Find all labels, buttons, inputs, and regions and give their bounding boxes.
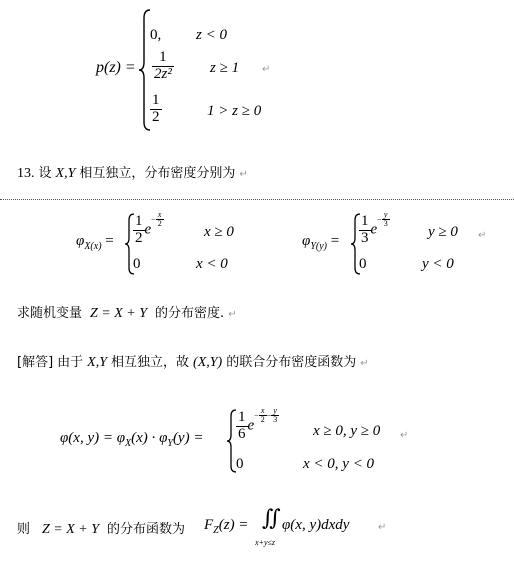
problem-vars: X,Y xyxy=(55,166,76,181)
cdf-expr: Z = X + Y xyxy=(42,522,100,537)
dotted-divider xyxy=(0,199,514,200)
problem-13-line xyxy=(17,162,248,182)
problem-number: 13. xyxy=(17,166,35,181)
answer-post: 的联合分布密度函数为 xyxy=(226,355,357,370)
p-case1-condition: z < 0 xyxy=(196,27,227,43)
cdf-line xyxy=(17,518,185,538)
answer-tag: [解答] xyxy=(17,355,54,370)
phi-y-case1-condition: y ≥ 0 xyxy=(428,224,458,240)
phi-y-case2-value: 0 xyxy=(359,256,367,272)
task-pre: 求随机变量 xyxy=(17,306,83,321)
problem-text-pre: 设 xyxy=(38,166,52,181)
task-expr: Z = X + Y xyxy=(90,306,148,321)
return-mark-icon: ↵ xyxy=(239,169,248,180)
double-integral-icon: ∬ xyxy=(262,505,281,530)
return-mark-icon: ↵ xyxy=(360,358,369,369)
phi-y-case1-expr: $\frac{1}{3}$ $e^{- \frac{y}{3}}$ xyxy=(361,209,388,246)
return-mark-icon: ↵ xyxy=(228,309,237,320)
answer-vars: X,Y xyxy=(87,355,108,370)
p-case3-fraction: $\frac{1}{2}$ xyxy=(152,92,160,125)
cdf-pre: 则 xyxy=(17,522,31,537)
phi-x-case1-expr: $\frac{1}{2}$ $e^{- \frac{x}{2}}$ xyxy=(135,209,162,246)
cdf-integrand: φ(x, y)dxdy xyxy=(282,517,350,533)
phi-x-case2-value: 0 xyxy=(133,256,141,272)
phi-x-case1-condition: x ≥ 0 xyxy=(204,224,234,240)
joint-case2-value: 0 xyxy=(236,456,244,472)
p-case2-condition: z ≥ 1 xyxy=(210,60,240,76)
answer-line xyxy=(17,351,369,371)
p-density-lhs: p(z) = xyxy=(96,59,136,76)
integral-region: x+y≤z xyxy=(255,538,276,547)
answer-mid: 相互独立，故 xyxy=(111,355,190,370)
return-mark-icon: ↵ xyxy=(478,230,487,241)
problem-text-post: 相互独立，分布密度分别为 xyxy=(79,166,236,181)
phi-x-lhs: $\varphi_{X(x)}$ = xyxy=(76,233,114,252)
return-mark-icon: ↵ xyxy=(378,522,387,533)
joint-case1-expr: $\frac{1}{6}$ $e^{- \frac{x}{2} - \frac{y}{3}}$ xyxy=(238,405,278,442)
phi-y-lhs: $\varphi_{Y(y)}$ = xyxy=(302,233,340,252)
task-line xyxy=(17,302,237,322)
return-mark-icon: ↵ xyxy=(262,64,271,75)
return-mark-icon: ↵ xyxy=(400,430,409,441)
p-case2-fraction: $\frac{1}{\text{2z²}}$ xyxy=(154,49,172,82)
cdf-mid: 的分布函数为 xyxy=(107,522,186,537)
p-case1-value: 0, xyxy=(150,27,162,43)
p-case3-condition: 1 > z ≥ 0 xyxy=(207,103,262,119)
joint-density-lhs: φ(x, $y) = \varphi_X(x) \cdot \varphi_Y(y)$ = xyxy=(60,430,204,449)
answer-pre: 由于 xyxy=(57,355,84,370)
joint-case2-condition: x < 0, y < 0 xyxy=(303,456,375,472)
answer-pair: (X,Y) xyxy=(193,355,223,370)
joint-case1-condition: x ≥ 0, y ≥ 0 xyxy=(313,423,381,439)
phi-y-case2-condition: y < 0 xyxy=(422,256,454,272)
cdf-lhs: $F_Z(z)$ = xyxy=(204,517,249,536)
task-post: 的分布密度. xyxy=(155,306,225,321)
phi-x-case2-condition: x < 0 xyxy=(196,256,228,272)
